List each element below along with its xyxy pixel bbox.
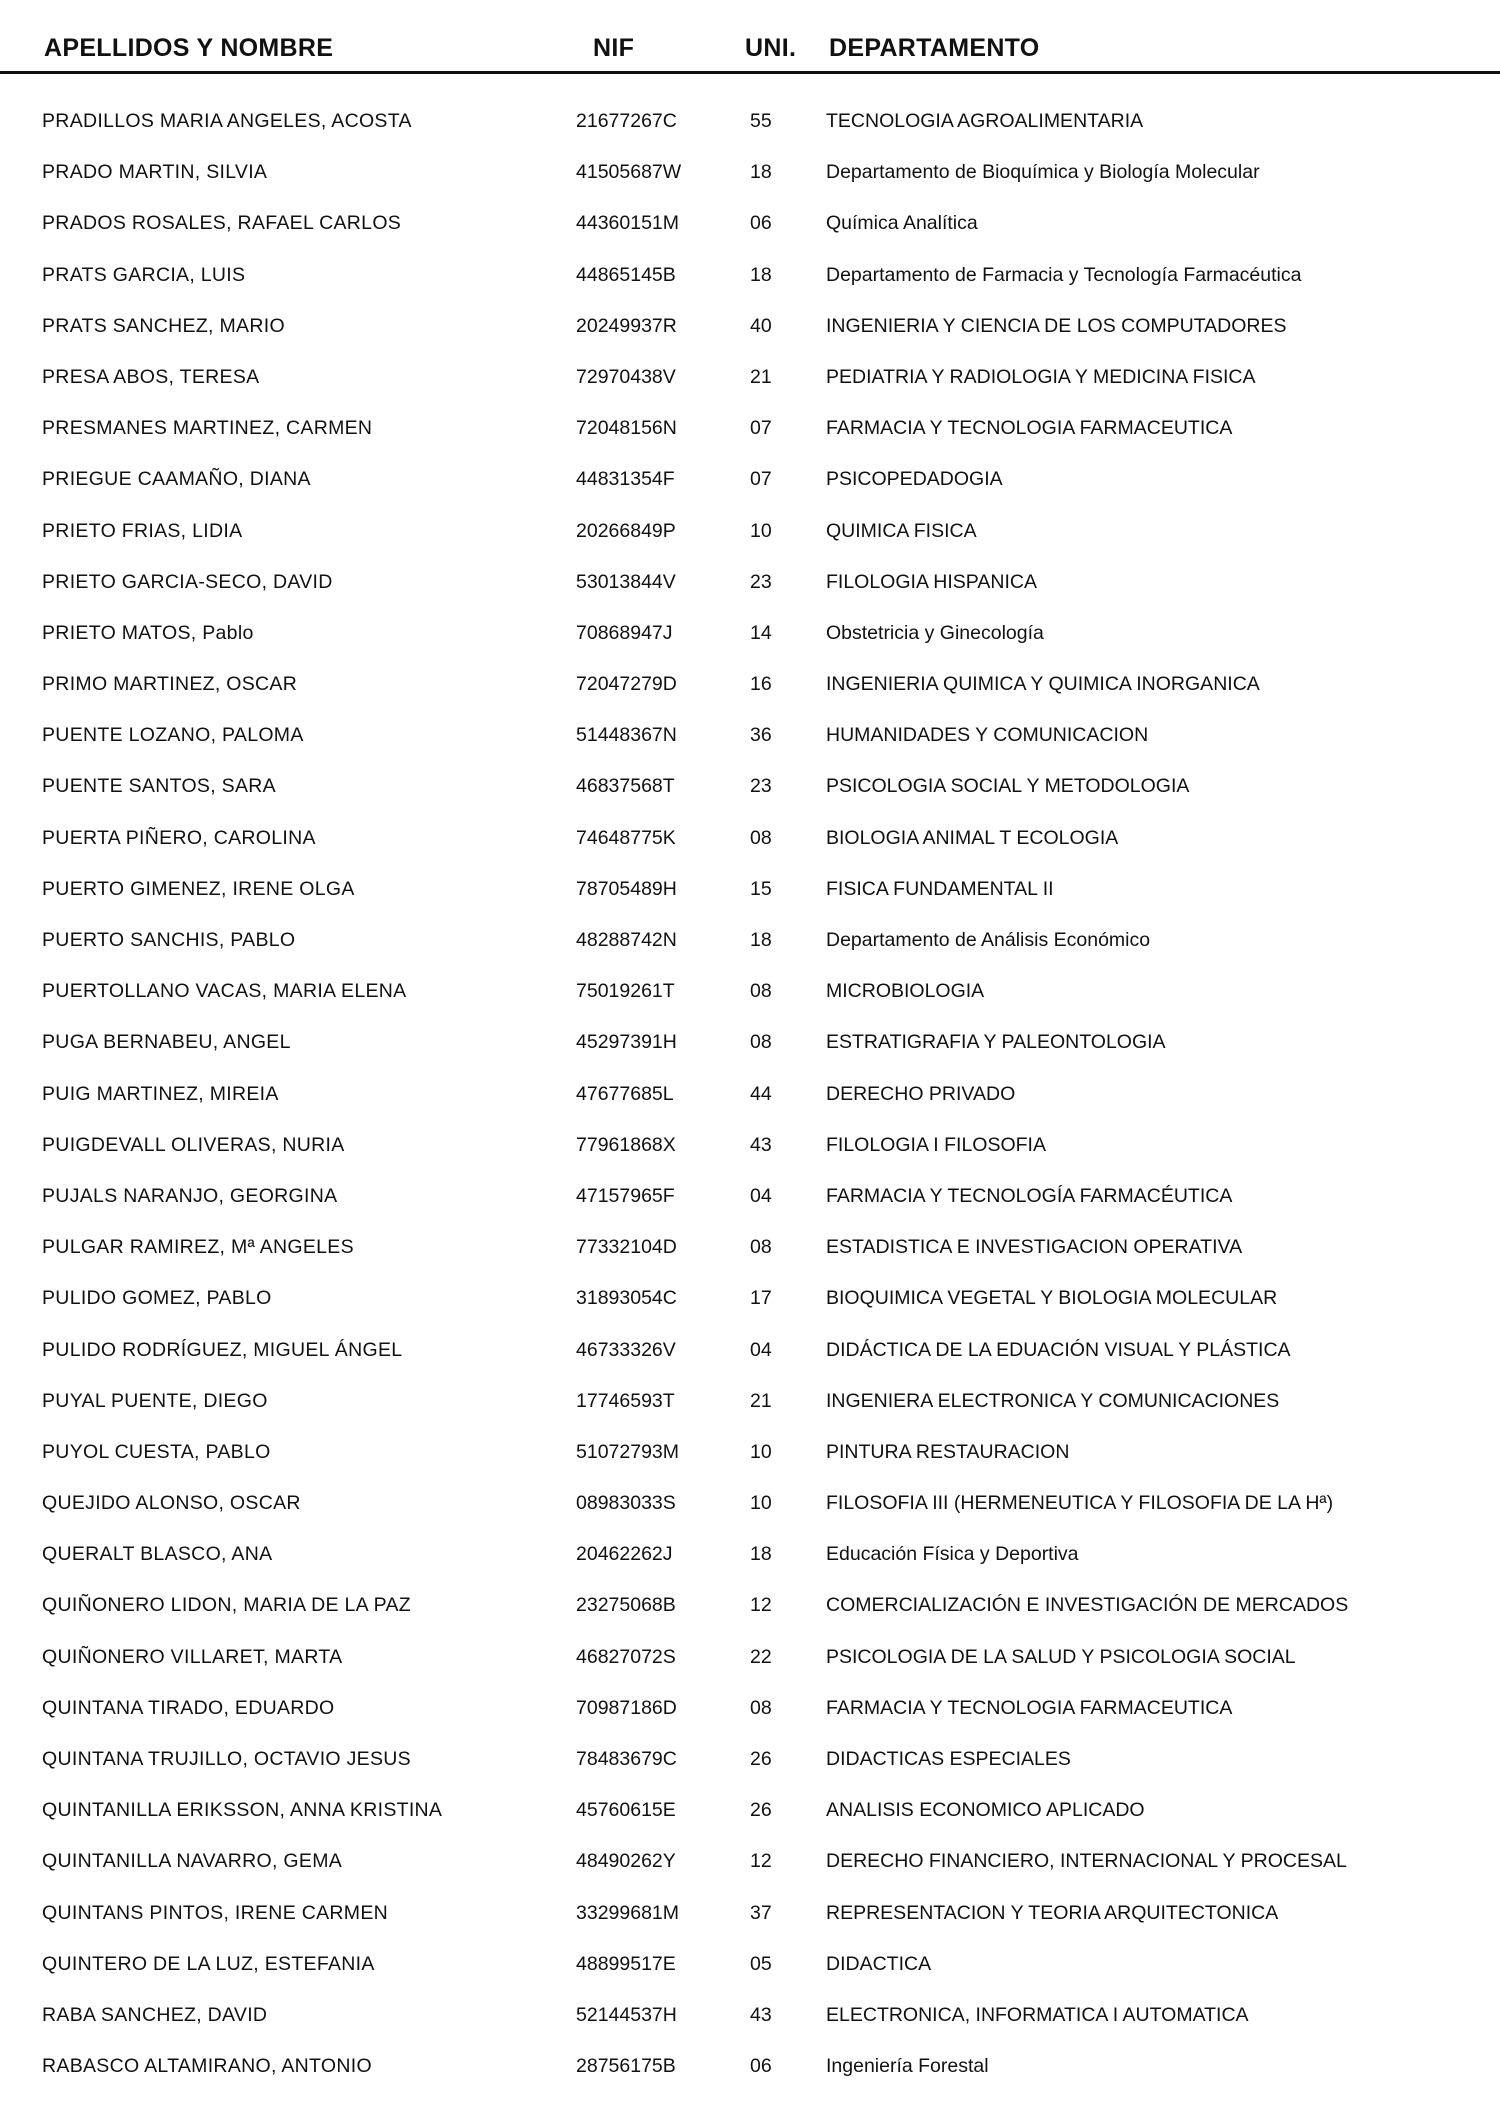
header-uni: UNI. bbox=[745, 34, 797, 62]
cell-uni: 12 bbox=[750, 1594, 772, 1617]
table-row bbox=[0, 1485, 1500, 1536]
table-row bbox=[0, 205, 1500, 256]
cell-uni: 18 bbox=[750, 1543, 772, 1566]
cell-name: PUERTO SANCHIS, PABLO bbox=[42, 929, 296, 951]
cell-uni: 21 bbox=[750, 365, 772, 388]
table-row bbox=[0, 359, 1500, 410]
cell-nif: 46827072S bbox=[576, 1645, 676, 1668]
table-row bbox=[0, 1332, 1500, 1383]
cell-name: RABASCO ALTAMIRANO, ANTONIO bbox=[42, 2055, 372, 2078]
cell-nif: 77332104D bbox=[576, 1236, 677, 1259]
cell-department: Educación Física y Deportiva bbox=[826, 1543, 1079, 1566]
cell-name: QUERALT BLASCO, ANA bbox=[42, 1543, 273, 1566]
header-name: APELLIDOS Y NOMBRE bbox=[44, 34, 334, 62]
table-body bbox=[0, 103, 1500, 2099]
cell-department: FISICA FUNDAMENTAL II bbox=[826, 877, 1054, 900]
cell-uni: 18 bbox=[750, 263, 772, 286]
table-row bbox=[0, 461, 1500, 512]
header-divider bbox=[0, 71, 1500, 74]
cell-nif: 52144537H bbox=[576, 2003, 677, 2026]
cell-department: Departamento de Análisis Económico bbox=[826, 929, 1151, 951]
cell-uni: 08 bbox=[750, 1696, 772, 1719]
table-row bbox=[0, 1536, 1500, 1587]
table-row bbox=[0, 1741, 1500, 1792]
cell-department: FARMACIA Y TECNOLOGIA FARMACEUTICA bbox=[826, 1696, 1233, 1719]
cell-nif: 21677267C bbox=[576, 110, 677, 132]
cell-nif: 46733326V bbox=[576, 1338, 676, 1361]
table-row bbox=[0, 2048, 1500, 2099]
cell-nif: 51072793M bbox=[576, 1440, 680, 1463]
cell-nif: 70987186D bbox=[576, 1696, 677, 1719]
cell-department: DIDACTICA bbox=[826, 1952, 932, 1975]
cell-nif: 72970438V bbox=[576, 365, 676, 388]
cell-name: PUIG MARTINEZ, MIREIA bbox=[42, 1082, 279, 1105]
cell-department: BIOLOGIA ANIMAL T ECOLOGIA bbox=[826, 826, 1119, 849]
cell-uni: 10 bbox=[750, 519, 772, 542]
cell-department: FARMACIA Y TECNOLOGÍA FARMACÉUTICA bbox=[826, 1184, 1233, 1207]
cell-uni: 08 bbox=[750, 826, 772, 849]
cell-name: PRATS SANCHEZ, MARIO bbox=[42, 314, 285, 337]
table-row bbox=[0, 973, 1500, 1024]
table-row bbox=[0, 871, 1500, 922]
cell-department: DERECHO PRIVADO bbox=[826, 1082, 1016, 1105]
cell-uni: 07 bbox=[750, 468, 772, 491]
cell-name: PRADILLOS MARIA ANGELES, ACOSTA bbox=[42, 110, 412, 132]
cell-uni: 23 bbox=[750, 775, 772, 798]
cell-nif: 78705489H bbox=[576, 877, 677, 900]
cell-uni: 16 bbox=[750, 673, 772, 696]
cell-department: DIDÁCTICA DE LA EDUACIÓN VISUAL Y PLÁSTICA bbox=[826, 1338, 1291, 1361]
cell-name: PRIETO GARCIA-SECO, DAVID bbox=[42, 570, 333, 593]
cell-name: PRESMANES MARTINEZ, CARMEN bbox=[42, 417, 373, 440]
cell-name: QUIÑONERO LIDON, MARIA DE LA PAZ bbox=[42, 1594, 411, 1617]
cell-nif: 77961868X bbox=[576, 1133, 676, 1156]
table-row bbox=[0, 1843, 1500, 1894]
cell-department: ESTADISTICA E INVESTIGACION OPERATIVA bbox=[826, 1236, 1243, 1259]
cell-uni: 08 bbox=[750, 1236, 772, 1259]
cell-nif: 53013844V bbox=[576, 570, 676, 593]
cell-department: ELECTRONICA, INFORMATICA I AUTOMATICA bbox=[826, 2003, 1249, 2026]
cell-name: PRIMO MARTINEZ, OSCAR bbox=[42, 673, 298, 696]
cell-uni: 37 bbox=[750, 1901, 772, 1924]
cell-nif: 28756175B bbox=[576, 2055, 676, 2078]
cell-nif: 31893054C bbox=[576, 1287, 677, 1310]
cell-name: PRADO MARTIN, SILVIA bbox=[42, 161, 268, 184]
cell-name: PUGA BERNABEU, ANGEL bbox=[42, 1031, 291, 1054]
cell-uni: 43 bbox=[750, 2003, 772, 2026]
cell-department: DIDACTICAS ESPECIALES bbox=[826, 1748, 1071, 1770]
cell-name: PRATS GARCIA, LUIS bbox=[42, 263, 246, 286]
table-row bbox=[0, 717, 1500, 768]
cell-name: PUERTO GIMENEZ, IRENE OLGA bbox=[42, 877, 355, 900]
cell-department: HUMANIDADES Y COMUNICACION bbox=[826, 724, 1149, 747]
cell-department: Departamento de Bioquímica y Biología Molecular bbox=[826, 161, 1260, 184]
table-row bbox=[0, 1024, 1500, 1075]
cell-name: PRADOS ROSALES, RAFAEL CARLOS bbox=[42, 212, 402, 235]
cell-department: FILOLOGIA I FILOSOFIA bbox=[826, 1133, 1046, 1156]
cell-nif: 48288742N bbox=[576, 929, 677, 951]
cell-uni: 07 bbox=[750, 417, 772, 440]
cell-department: PSICOPEDADOGIA bbox=[826, 468, 1003, 491]
cell-department: TECNOLOGIA AGROALIMENTARIA bbox=[826, 110, 1144, 132]
table-row bbox=[0, 1434, 1500, 1485]
table-row bbox=[0, 513, 1500, 564]
cell-nif: 72047279D bbox=[576, 673, 677, 696]
cell-name: PRIEGUE CAAMAÑO, DIANA bbox=[42, 468, 311, 491]
cell-name: PULIDO RODRÍGUEZ, MIGUEL ÁNGEL bbox=[42, 1338, 403, 1361]
cell-uni: 21 bbox=[750, 1389, 772, 1412]
cell-uni: 36 bbox=[750, 724, 772, 747]
cell-department: COMERCIALIZACIÓN E INVESTIGACIÓN DE MERCADOS bbox=[826, 1594, 1349, 1617]
cell-name: QUINTANA TIRADO, EDUARDO bbox=[42, 1696, 335, 1719]
cell-department: ANALISIS ECONOMICO APLICADO bbox=[826, 1799, 1145, 1822]
cell-uni: 55 bbox=[750, 110, 772, 132]
cell-nif: 08983033S bbox=[576, 1492, 676, 1515]
cell-department: PSICOLOGIA SOCIAL Y METODOLOGIA bbox=[826, 775, 1190, 798]
cell-nif: 46837568T bbox=[576, 775, 675, 798]
cell-name: QUINTERO DE LA LUZ, ESTEFANIA bbox=[42, 1952, 375, 1975]
cell-department: MICROBIOLOGIA bbox=[826, 980, 985, 1003]
table-row bbox=[0, 1690, 1500, 1741]
table-row bbox=[0, 1639, 1500, 1690]
cell-uni: 08 bbox=[750, 1031, 772, 1054]
cell-uni: 18 bbox=[750, 929, 772, 951]
cell-uni: 43 bbox=[750, 1133, 772, 1156]
table-row bbox=[0, 564, 1500, 615]
table-row bbox=[0, 1178, 1500, 1229]
cell-name: PRESA ABOS, TERESA bbox=[42, 365, 260, 388]
table-row bbox=[0, 615, 1500, 666]
cell-name: PULGAR RAMIREZ, Mª ANGELES bbox=[42, 1236, 354, 1259]
cell-name: PULIDO GOMEZ, PABLO bbox=[42, 1287, 272, 1310]
table-row bbox=[0, 922, 1500, 973]
cell-uni: 26 bbox=[750, 1748, 772, 1770]
table-row bbox=[0, 1587, 1500, 1638]
cell-uni: 10 bbox=[750, 1492, 772, 1515]
cell-nif: 17746593T bbox=[576, 1389, 675, 1412]
cell-nif: 44831354F bbox=[576, 468, 675, 491]
header-department: DEPARTAMENTO bbox=[829, 34, 1040, 62]
cell-nif: 48899517E bbox=[576, 1952, 676, 1975]
table-row bbox=[0, 1895, 1500, 1946]
table-row bbox=[0, 1946, 1500, 1997]
cell-name: QUINTANILLA NAVARRO, GEMA bbox=[42, 1850, 343, 1873]
cell-nif: 20462262J bbox=[576, 1543, 673, 1566]
table-row bbox=[0, 154, 1500, 205]
cell-uni: 17 bbox=[750, 1287, 772, 1310]
cell-nif: 72048156N bbox=[576, 417, 677, 440]
cell-department: Departamento de Farmacia y Tecnología Farmacéutica bbox=[826, 263, 1302, 286]
table-row bbox=[0, 820, 1500, 871]
cell-department: ESTRATIGRAFIA Y PALEONTOLOGIA bbox=[826, 1031, 1166, 1054]
cell-nif: 47677685L bbox=[576, 1082, 674, 1105]
cell-department: QUIMICA FISICA bbox=[826, 519, 977, 542]
cell-department: FILOSOFIA III (HERMENEUTICA Y FILOSOFIA DE LA Hª) bbox=[826, 1492, 1334, 1515]
table-row bbox=[0, 103, 1500, 154]
cell-nif: 23275068B bbox=[576, 1594, 676, 1617]
cell-uni: 44 bbox=[750, 1082, 772, 1105]
cell-name: PUJALS NARANJO, GEORGINA bbox=[42, 1184, 338, 1207]
cell-name: PUIGDEVALL OLIVERAS, NURIA bbox=[42, 1133, 345, 1156]
cell-name: PUYAL PUENTE, DIEGO bbox=[42, 1389, 268, 1412]
cell-department: Química Analítica bbox=[826, 212, 978, 235]
table-row bbox=[0, 1383, 1500, 1434]
cell-nif: 47157965F bbox=[576, 1184, 675, 1207]
cell-uni: 06 bbox=[750, 212, 772, 235]
cell-name: PRIETO MATOS, Pablo bbox=[42, 621, 254, 644]
cell-department: FARMACIA Y TECNOLOGIA FARMACEUTICA bbox=[826, 417, 1233, 440]
cell-uni: 04 bbox=[750, 1184, 772, 1207]
cell-name: PUENTE LOZANO, PALOMA bbox=[42, 724, 304, 747]
table-row bbox=[0, 1127, 1500, 1178]
table-row bbox=[0, 1997, 1500, 2048]
table-row bbox=[0, 768, 1500, 819]
cell-name: PRIETO FRIAS, LIDIA bbox=[42, 519, 243, 542]
cell-nif: 33299681M bbox=[576, 1901, 680, 1924]
cell-nif: 45760615E bbox=[576, 1799, 676, 1822]
cell-name: RABA SANCHEZ, DAVID bbox=[42, 2003, 268, 2026]
cell-uni: 12 bbox=[750, 1850, 772, 1873]
cell-uni: 22 bbox=[750, 1645, 772, 1668]
cell-department: REPRESENTACION Y TEORIA ARQUITECTONICA bbox=[826, 1901, 1279, 1924]
table-row bbox=[0, 666, 1500, 717]
cell-uni: 06 bbox=[750, 2055, 772, 2078]
cell-department: DERECHO FINANCIERO, INTERNACIONAL Y PROCESAL bbox=[826, 1850, 1347, 1873]
cell-uni: 23 bbox=[750, 570, 772, 593]
cell-nif: 51448367N bbox=[576, 724, 677, 747]
cell-name: PUERTA PIÑERO, CAROLINA bbox=[42, 826, 316, 849]
table-row bbox=[0, 257, 1500, 308]
cell-uni: 18 bbox=[750, 161, 772, 184]
cell-nif: 41505687W bbox=[576, 161, 682, 184]
header-nif: NIF bbox=[593, 34, 635, 62]
cell-uni: 15 bbox=[750, 877, 772, 900]
table-row bbox=[0, 1792, 1500, 1843]
cell-department: PSICOLOGIA DE LA SALUD Y PSICOLOGIA SOCIAL bbox=[826, 1645, 1296, 1668]
cell-department: INGENIERIA QUIMICA Y QUIMICA INORGANICA bbox=[826, 673, 1260, 696]
cell-name: QUEJIDO ALONSO, OSCAR bbox=[42, 1492, 301, 1515]
cell-nif: 70868947J bbox=[576, 621, 673, 644]
cell-name: QUIÑONERO VILLARET, MARTA bbox=[42, 1645, 343, 1668]
cell-nif: 75019261T bbox=[576, 980, 675, 1003]
table-row bbox=[0, 308, 1500, 359]
cell-department: BIOQUIMICA VEGETAL Y BIOLOGIA MOLECULAR bbox=[826, 1287, 1278, 1310]
cell-name: PUERTOLLANO VACAS, MARIA ELENA bbox=[42, 980, 407, 1003]
cell-department: FILOLOGIA HISPANICA bbox=[826, 570, 1037, 593]
cell-nif: 74648775K bbox=[576, 826, 676, 849]
cell-name: PUENTE SANTOS, SARA bbox=[42, 775, 276, 798]
cell-name: PUYOL CUESTA, PABLO bbox=[42, 1440, 271, 1463]
cell-nif: 48490262Y bbox=[576, 1850, 676, 1873]
cell-department: Obstetricia y Ginecología bbox=[826, 621, 1044, 644]
cell-uni: 26 bbox=[750, 1799, 772, 1822]
cell-uni: 14 bbox=[750, 621, 772, 644]
cell-name: QUINTANS PINTOS, IRENE CARMEN bbox=[42, 1901, 389, 1924]
cell-uni: 08 bbox=[750, 980, 772, 1003]
cell-department: INGENIERIA Y CIENCIA DE LOS COMPUTADORES bbox=[826, 314, 1287, 337]
cell-nif: 44865145B bbox=[576, 263, 676, 286]
cell-nif: 44360151M bbox=[576, 212, 680, 235]
cell-uni: 10 bbox=[750, 1440, 772, 1463]
table-row bbox=[0, 1229, 1500, 1280]
cell-uni: 05 bbox=[750, 1952, 772, 1975]
cell-nif: 20266849P bbox=[576, 519, 676, 542]
table-row bbox=[0, 410, 1500, 461]
cell-nif: 78483679C bbox=[576, 1748, 677, 1770]
cell-name: QUINTANA TRUJILLO, OCTAVIO JESUS bbox=[42, 1748, 411, 1770]
cell-uni: 40 bbox=[750, 314, 772, 337]
cell-department: INGENIERA ELECTRONICA Y COMUNICACIONES bbox=[826, 1389, 1280, 1412]
cell-nif: 20249937R bbox=[576, 314, 677, 337]
cell-name: QUINTANILLA ERIKSSON, ANNA KRISTINA bbox=[42, 1799, 443, 1822]
table-header bbox=[0, 0, 1500, 72]
table-row bbox=[0, 1076, 1500, 1127]
cell-uni: 04 bbox=[750, 1338, 772, 1361]
cell-nif: 45297391H bbox=[576, 1031, 677, 1054]
cell-department: PINTURA RESTAURACION bbox=[826, 1440, 1070, 1463]
cell-department: Ingeniería Forestal bbox=[826, 2055, 989, 2078]
table-row bbox=[0, 1280, 1500, 1331]
cell-department: PEDIATRIA Y RADIOLOGIA Y MEDICINA FISICA bbox=[826, 365, 1256, 388]
